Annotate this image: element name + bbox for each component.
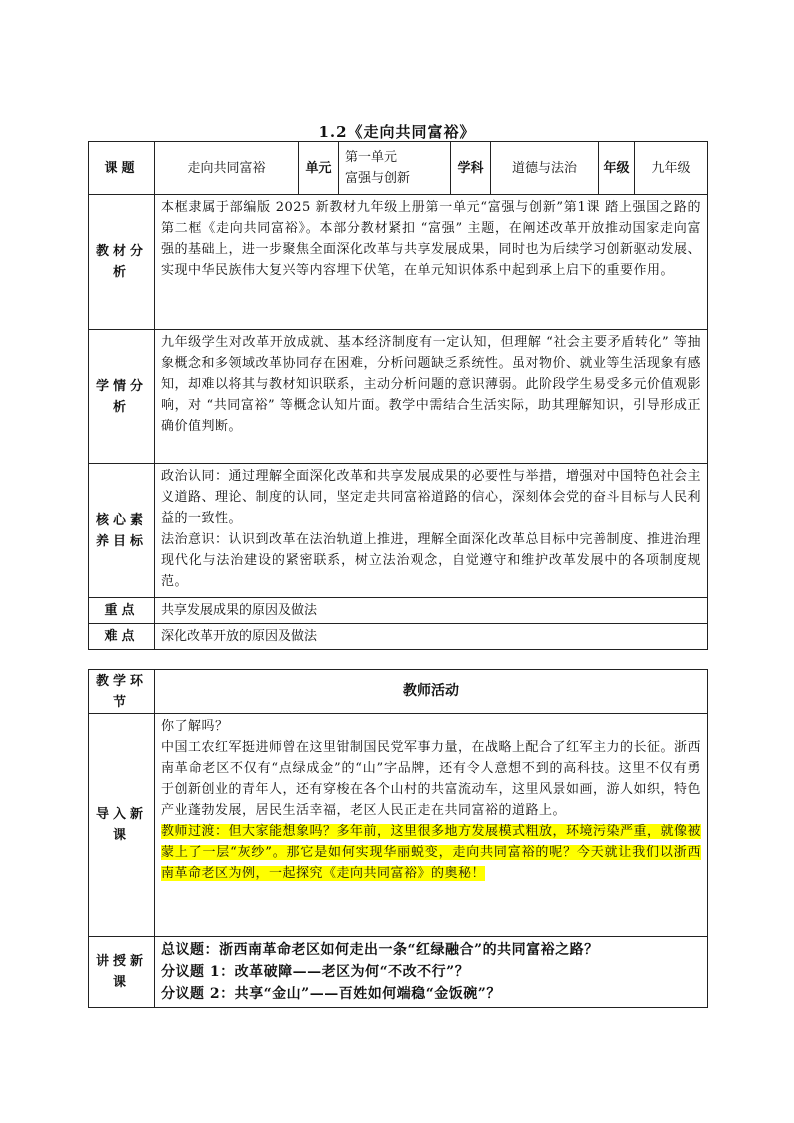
difficult-point-label: 难点 xyxy=(89,624,155,650)
info-row xyxy=(89,142,708,195)
teaching-header-row xyxy=(89,670,708,714)
difficult-point-row xyxy=(89,624,708,650)
unit-value-line-2: 富强与创新 xyxy=(345,171,411,186)
intro-label: 导入新课 xyxy=(89,714,155,937)
lesson-info-table xyxy=(88,141,708,650)
textbook-analysis-text: 本框隶属于部编版 2025 新教材九年级上册第一单元“富强与创新”第1课 踏上强国之路的第二框《走向共同富裕》。本部分教材紧扣 “富强” 主题，在阐述改革开放推动国家走向富强的基础上，进一步聚焦全面深化改革与共享发展成果，同时也为后续学习创新驱动发展、实现中华民族伟大复兴等内容埋下伏笔，在单元知识体系中起到承上启下的重要作用。 xyxy=(155,195,708,330)
learner-analysis-row xyxy=(89,330,708,464)
learner-analysis-label: 学情分析 xyxy=(89,330,155,464)
unit-value-line-1: 第一单元 xyxy=(345,150,398,165)
topic-label: 课题 xyxy=(89,142,155,195)
key-point-text: 共享发展成果的原因及做法 xyxy=(155,598,708,624)
core-goal-legal: 法治意识：认识到改革在法治轨道上推进，理解全面深化改革总目标中完善制度、推进治理现代化与法治建设的紧密联系，树立法治观念，自觉遵守和维护改革发展中的各项制度规范。 xyxy=(161,532,702,589)
core-goal-political: 政治认同：通过理解全面深化改革和共享发展成果的必要性与举措，增强对中国特色社会主义道路、理论、制度的认同，坚定走共同富裕道路的信心，深刻体会党的奋斗目标与人民利益的一致性。 xyxy=(161,469,702,526)
core-goals-text xyxy=(155,464,708,598)
teacher-transition-highlight: 教师过渡：但大家能想象吗？多年前，这里很多地方发展模式粗放，环境污染严重，就像被蒙上了一层“灰纱”。那它是如何实现华丽蜕变，走向共同富裕的呢？今天就让我们以浙西南革命老区为例，一起探究《走向共同富裕》的奥秘！ xyxy=(161,824,702,881)
textbook-analysis-row xyxy=(89,195,708,330)
activity-label: 教师活动 xyxy=(155,670,708,714)
unit-label: 单元 xyxy=(299,142,339,195)
topic-value: 走向共同富裕 xyxy=(155,142,299,195)
learner-analysis-text: 九年级学生对改革开放成就、基本经济制度有一定认知，但理解 “社会主要矛盾转化” 等抽象概念和多领域改革协同存在困难，分析问题缺乏系统性。虽对物价、就业等生活现象有感知，却难以将其与教材知识联系，主动分析问题的意识薄弱。此阶段学生易受多元价值观影响，对 “共同富裕” 等概念认知片面。教学中需结合生活实际，助其理解知识，引导形成正确价值判断。 xyxy=(155,330,708,464)
intro-row xyxy=(89,714,708,937)
teaching-process-table xyxy=(88,669,708,1008)
grade-value: 九年级 xyxy=(635,142,708,195)
difficult-point-text: 深化改革开放的原因及做法 xyxy=(155,624,708,650)
unit-value xyxy=(339,142,451,195)
subject-value: 道德与法治 xyxy=(491,142,599,195)
intro-content xyxy=(155,714,708,937)
main-topic: 总议题：浙西南革命老区如何走出一条“红绿融合”的共同富裕之路？ xyxy=(161,942,599,958)
lecture-row xyxy=(89,937,708,1008)
key-point-label: 重点 xyxy=(89,598,155,624)
core-goals-label: 核心素养目标 xyxy=(89,464,155,598)
subject-label: 学科 xyxy=(451,142,491,195)
key-point-row xyxy=(89,598,708,624)
document-title: 1.2《走向共同富裕》 xyxy=(318,123,476,141)
stage-label: 教学环节 xyxy=(89,670,155,714)
intro-text: 中国工农红军挺进师曾在这里钳制国民党军事力量，在战略上配合了红军主力的长征。浙西南革命老区不仅有“点绿成金”的“山”字品牌，还有令人意想不到的高科技。这里不仅有勇于创新创业的青年人，还有穿梭在各个山村的共富流动车，这里风景如画，游人如织，特色产业蓬勃发展，居民生活幸福，老区人民正走在共同富裕的道路上。 xyxy=(161,740,702,818)
grade-label: 年级 xyxy=(599,142,635,195)
lecture-content xyxy=(155,937,708,1008)
core-goals-row xyxy=(89,464,708,598)
textbook-analysis-label: 教材分析 xyxy=(89,195,155,330)
lecture-label: 讲授新课 xyxy=(89,937,155,1008)
sub-topic-2: 分议题 2：共享“金山”——百姓如何端稳“金饭碗”？ xyxy=(161,986,501,1002)
sub-topic-1: 分议题 1：改革破障——老区为何“不改不行”？ xyxy=(161,964,470,980)
intro-question: 你了解吗？ xyxy=(161,719,229,734)
